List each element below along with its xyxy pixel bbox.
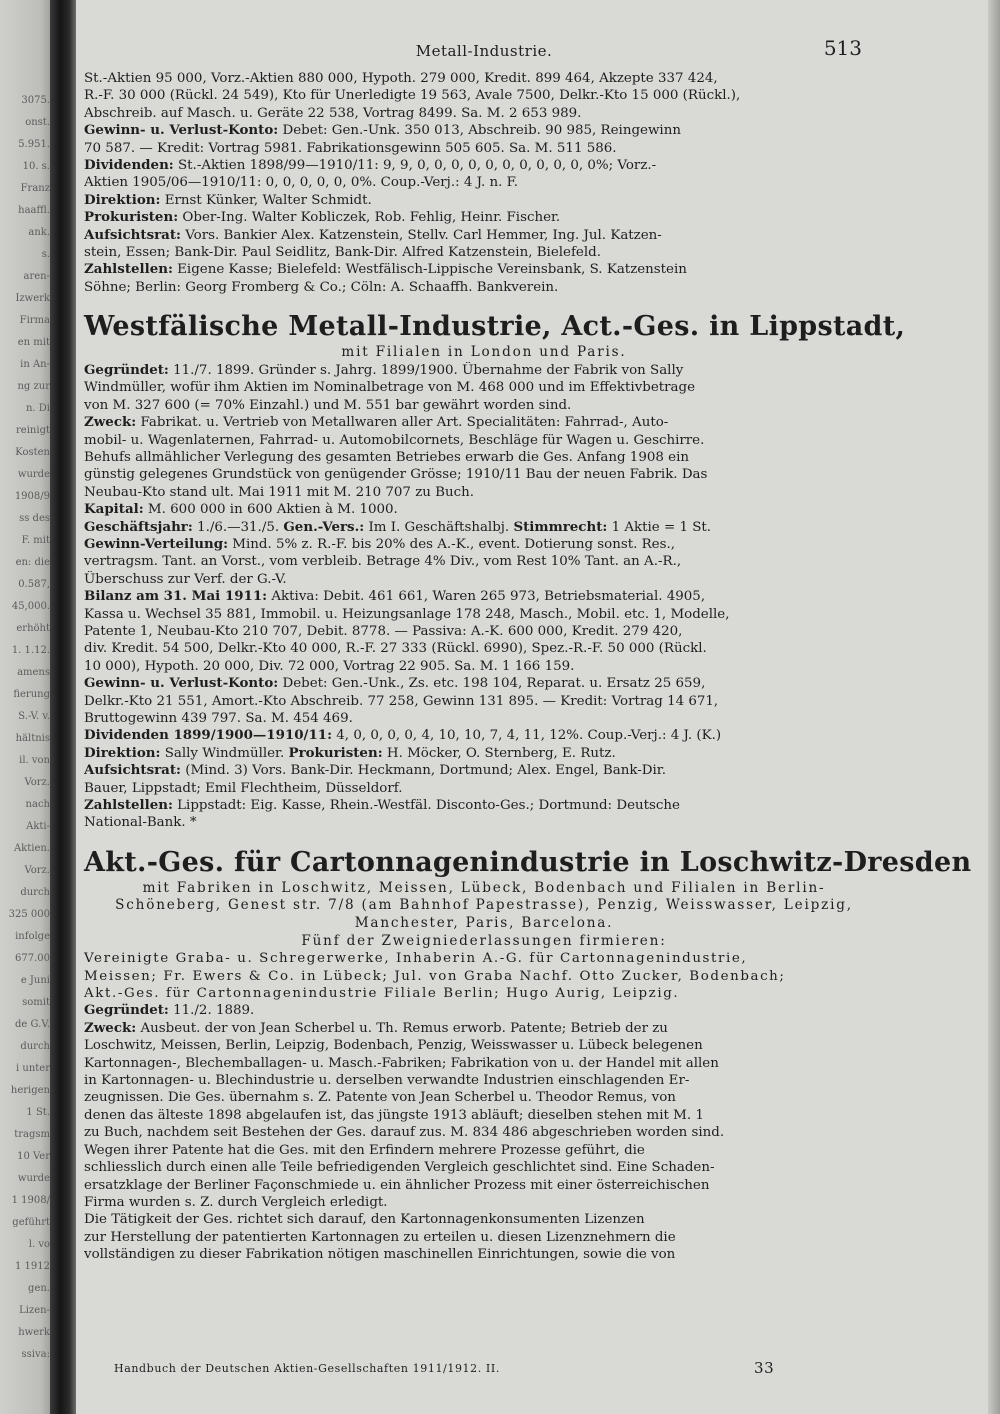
gutter-fragment: de G.V. (15, 1019, 50, 1030)
gutter-fragment: reinigt (16, 425, 50, 436)
gutter-fragment: 1908/9 (14, 491, 50, 502)
entry-continuation (84, 70, 884, 296)
gutter-fragment: haaffl. (18, 205, 50, 216)
gutter-fragment: nach (25, 799, 50, 810)
gutter-fragment: 10 Ver (17, 1151, 50, 1162)
founded-label: Gegründet: (84, 361, 169, 378)
paying-agents-line (84, 797, 884, 814)
founded-text: 11./7. 1899. Gründer s. Jahrg. 1899/1900. Übernahme der Fabrik von Sally (168, 362, 684, 378)
branches-block (84, 950, 884, 1002)
running-title: Metall-Industrie. (415, 42, 553, 60)
gutter-fragment: aren- (23, 271, 50, 282)
gutter-fragment: durch (20, 887, 50, 898)
balance-sheet-text: Aktiva: Debit. 461 661, Waren 265 973, Betriebsmaterial. 4905, (267, 589, 706, 605)
book-binding (50, 0, 76, 1414)
gv-line-2: 70 587. — Kredit: Vortrag 5981. Fabrikationsgewinn 505 605. Sa. M. 511 586. (84, 140, 617, 156)
gutter-fragment: 1 1908/ (11, 1195, 50, 1206)
purpose-text: Fabrikat. u. Vertrieb von Metallwaren aller Art. Specialitäten: Fahrrad-, Auto- (136, 415, 669, 431)
firm-title: Akt.-Ges. für Cartonnagenindustrie in Loschwitz-Dresden (84, 846, 972, 878)
text-line: schliesslich durch einen alle Teile befriedigenden Vergleich geschlichtet sind. Eine Schaden- (84, 1160, 715, 1176)
supervisory-board-line (84, 227, 884, 244)
gutter-fragment: Vorz. (24, 777, 50, 788)
text-line: in Kartonnagen- u. Blechindustrie u. derselben verwandte Industrien einschlagenden Er- (84, 1073, 690, 1089)
balance-sheet-line (84, 588, 884, 605)
gutter-fragment: 45,000. (11, 601, 50, 612)
text-line: vollständigen zu dieser Fabrikation nötigen maschinellen Einrichtungen, sowie die von (84, 1247, 676, 1263)
text-line: ersatzklage der Berliner Façonschmiede u. ein ähnlicher Prozess mit einer österreichischen (84, 1177, 710, 1193)
gutter-fragment: 0.587, (18, 579, 50, 590)
text-line: Windmüller, wofür ihm Aktien im Nominalbetrage von M. 468 000 und im Effektivbetrage (84, 380, 696, 396)
profit-loss-label: Gewinn- u. Verlust-Konto: (84, 675, 279, 692)
gutter-fragment: il. von (19, 755, 50, 766)
profit-loss-line (84, 675, 884, 692)
paying-agents-text: Lippstadt: Eig. Kasse, Rhein.-Westfäl. Disconto-Ges.; Dortmund: Deutsche (172, 798, 680, 814)
gv-line (84, 122, 884, 139)
profit-distribution-line (84, 536, 884, 553)
purpose-line (84, 414, 884, 431)
founded-text: 11./2. 1889. (168, 1003, 255, 1019)
gutter-fragment: 325 000 (8, 909, 50, 920)
purpose-text: Ausbeut. der von Jean Scherbel u. Th. Remus erworb. Patente; Betrieb der zu (136, 1020, 668, 1036)
text-line: denen das älteste 1898 abgelaufen ist, das jüngste 1913 abläuft; dieselben stehen mit M. 1 (84, 1107, 704, 1123)
text-line: Patente 1, Neubau-Kto 210 707, Debit. 8778. — Passiva: A.-K. 600 000, Kredit. 279 420, (84, 623, 683, 639)
text-line: div. Kredit. 54 500, Delkr.-Kto 40 000, R.-F. 27 333 (Rückl. 6990), Spez.-R.-F. 50 000 (Rückl. (84, 641, 707, 657)
supervisory-board-text: Vors. Bankier Alex. Katzenstein, Stellv. Carl Hemmer, Ing. Jul. Katzen- (180, 227, 662, 243)
gutter-fragment: Aktien. (13, 843, 50, 854)
gutter-fragment: n. Di (25, 403, 50, 414)
dividends-text: 4, 0, 0, 0, 0, 4, 10, 10, 7, 4, 11, 12%. Coup.-Verj.: 4 J. (K.) (332, 728, 722, 744)
page-footer (114, 1359, 854, 1380)
purpose-line (84, 1020, 884, 1037)
text-line: Meissen; Fr. Ewers & Co. in Lübeck; Jul. von Graba Nachf. Otto Zucker, Bodenbach; (84, 968, 786, 984)
direction-text: Sally Windmüller. (160, 745, 289, 761)
purpose-label: Zweck: (84, 1019, 137, 1036)
gutter-fragment: tragsm (14, 1129, 50, 1140)
gutter-fragment: 3075. (21, 95, 50, 106)
paying-agents-label: Zahlstellen: (84, 797, 173, 814)
gutter-fragment: wurde (17, 1173, 50, 1184)
gutter-fragment: durch (20, 1041, 50, 1052)
purpose-label: Zweck: (84, 414, 137, 431)
prokurists-text: H. Möcker, O. Sternberg, E. Rutz. (382, 745, 616, 761)
text-line: 10 000), Hypoth. 20 000, Div. 72 000, Vortrag 22 905. Sa. M. 1 166 159. (84, 658, 575, 674)
balance-sheet-continuation (84, 606, 884, 676)
supervisory-board-line (84, 762, 884, 779)
gutter-fragment: Kosten (15, 447, 50, 458)
gutter-fragment: Izwerk (15, 293, 50, 304)
text-line: Kassa u. Wechsel 35 881, Immobil. u. Heizungsanlage 178 248, Masch., Mobil. etc. 1, Modelle, (84, 606, 730, 622)
voting-right-label: Stimmrecht: (513, 518, 608, 535)
profit-distribution-text: Mind. 5% z. R.-F. bis 20% des A.-K., event. Dotierung sonst. Res., (228, 536, 675, 552)
gutter-fragment: Lizen- (19, 1305, 50, 1316)
gutter-fragment: ss des (19, 513, 50, 524)
text-line: vertragsm. Tant. an Vorst., vom verbleib. Betrage 4% Div., vom Rest 10% Tant. an A.-R., (84, 554, 682, 570)
founded-line (84, 362, 884, 379)
text-line: Abschreib. auf Masch. u. Geräte 22 538, Vortrag 8499. Sa. M. 2 653 989. (84, 105, 582, 121)
supervisory-board-line-2: stein, Essen; Bank-Dir. Paul Seidlitz, Bank-Dir. Alfred Katzenstein, Bielefeld. (84, 245, 601, 261)
capital-text: M. 600 000 in 600 Aktien à M. 1000. (143, 502, 398, 518)
dividends-line (84, 157, 884, 174)
gutter-fragment: wurde (17, 469, 50, 480)
fiscal-year-line (84, 519, 884, 536)
gutter-fragment: fierung (13, 689, 50, 700)
gutter-fragment: Firma (19, 315, 50, 326)
profit-distribution-label: Gewinn-Verteilung: (84, 535, 229, 552)
paying-agents-label: Zahlstellen: (84, 261, 173, 278)
text-line: zur Herstellung der patentierten Kartonnagen zu erteilen u. diesen Lizenznehmern die (84, 1229, 676, 1245)
text-line: Delkr.-Kto 21 551, Amort.-Kto Abschreib. 77 258, Gewinn 131 895. — Kredit: Vortrag 14 671, (84, 693, 719, 709)
signature-mark: 33 (754, 1359, 775, 1377)
gutter-fragment: Akti- (26, 821, 50, 832)
dividends-label: Dividenden: (84, 157, 174, 174)
text-line: Die Tätigkeit der Ges. richtet sich darauf, den Kartonnagenkonsumenten Lizenzen (84, 1212, 645, 1228)
prokurists-label: Prokuristen: (84, 209, 179, 226)
dividends-label: Dividenden 1899/1900—1910/11: (84, 727, 333, 744)
gutter-fragment: ssiva: (21, 1349, 50, 1360)
gutter-fragment: amens (17, 667, 50, 678)
text-line: von M. 327 600 (= 70% Einzahl.) und M. 551 bar gewährt worden sind. (84, 397, 572, 413)
direction-text: Ernst Künker, Walter Schmidt. (160, 192, 372, 208)
direction-line (84, 745, 884, 762)
paying-agents-text: Eigene Kasse; Bielefeld: Westfälisch-Lippische Vereinsbank, S. Katzenstein (172, 262, 687, 278)
purpose-continuation (84, 1037, 884, 1263)
voting-right-text: 1 Aktie = 1 St. (607, 519, 712, 535)
branches-intro: Fünf der Zweigniederlassungen firmieren: (301, 932, 667, 949)
running-header (84, 36, 884, 70)
direction-label: Direktion: (84, 191, 161, 208)
gutter-fragment: en: die (15, 557, 50, 568)
gutter-fragment: 5.951. (18, 139, 50, 150)
text-line: Schöneberg, Genest str. 7/8 (am Bahnhof Papestrasse), Penzig, Weisswasser, Leipzig, (115, 897, 853, 914)
paying-agents-line-2: Söhne; Berlin: Georg Fromberg & Co.; Cöln: A. Schaaffh. Bankverein. (84, 279, 559, 295)
text-line: R.-F. 30 000 (Rückl. 24 549), Kto für Unerledigte 19 563, Avale 7500, Delkr.-Kto 15 000 (Rückl.), (84, 88, 741, 104)
text-line: Bruttogewinn 439 797. Sa. M. 454 469. (84, 711, 353, 726)
locations-block (84, 880, 884, 933)
gutter-fragment: somit (22, 997, 50, 1008)
profit-loss-continuation (84, 693, 884, 728)
text-line: Wegen ihrer Patente hat die Ges. mit den Erfindern mehrere Prozesse geführt, die (84, 1142, 645, 1158)
gutter-fragment: herigen (10, 1085, 50, 1096)
gutter-fragment: 1 1912 (15, 1261, 50, 1272)
gutter-fragment: erhöht (16, 623, 50, 634)
page-edge (988, 0, 1000, 1414)
firm-subtitle: mit Filialen in London und Paris. (341, 344, 627, 361)
profit-distribution-continuation (84, 553, 884, 588)
entry-cartonnagenindustrie (84, 846, 972, 1264)
gutter-fragment: hältnis (15, 733, 50, 744)
direction-label: Direktion: (84, 744, 161, 761)
capital-line (84, 501, 884, 518)
gutter-fragment: l. vo (28, 1239, 50, 1250)
text-line: Loschwitz, Meissen, Berlin, Leipzig, Bodenbach, Penzig, Weisswasser u. Lübeck belegenen (84, 1038, 703, 1054)
gv-label: Gewinn- u. Verlust-Konto: (84, 122, 279, 139)
gutter-fragment: onst. (25, 117, 50, 128)
founded-line (84, 1002, 884, 1019)
supervisory-board-line-2: Bauer, Lippstadt; Emil Flechtheim, Düsseldorf. (84, 780, 403, 796)
gutter-fragment: ank. (28, 227, 50, 238)
text-line: Behufs allmählicher Verlegung des gesamten Betriebes erwarb die Ges. Anfang 1908 ein (84, 449, 689, 465)
prokurists-text: Ober-Ing. Walter Kobliczek, Rob. Fehlig, Heinr. Fischer. (178, 210, 561, 226)
gutter-fragment: 1. 1.12. (11, 645, 50, 656)
gutter-fragment: in An- (20, 359, 50, 370)
balance-lines (84, 70, 884, 122)
text-line: zu Buch, nachdem seit Bestehen der Ges. darauf zus. M. 834 486 abgeschrieben worden sind. (84, 1125, 725, 1141)
gutter-fragment: F. mit (21, 535, 50, 546)
dividends-text: St.-Aktien 1898/99—1910/11: 9, 9, 0, 0, 0, 0, 0, 0, 0, 0, 0, 0, 0%; Vorz.- (173, 158, 657, 174)
fiscal-year-text: 1./6.—31./5. (192, 519, 284, 535)
gutter-fragments (2, 90, 50, 1366)
dividends-line-2: Aktien 1905/06—1910/11: 0, 0, 0, 0, 0, 0%. Coup.-Verj.: 4 J. n. F. (84, 175, 519, 191)
general-meeting-text: Im I. Geschäftshalbj. (364, 519, 514, 535)
fiscal-year-label: Geschäftsjahr: (84, 518, 193, 535)
page-number: 513 (823, 36, 862, 60)
supervisory-board-label: Aufsichtsrat: (84, 226, 181, 243)
gutter-fragment: Franz (20, 183, 50, 194)
gutter-fragment: 1 St. (26, 1107, 50, 1118)
supervisory-board-text: (Mind. 3) Vors. Bank-Dir. Heckmann, Dortmund; Alex. Engel, Bank-Dir. (180, 763, 666, 779)
entry-westfaelische-metall-industrie (84, 310, 906, 832)
text-line: St.-Aktien 95 000, Vorz.-Aktien 880 000, Hypoth. 279 000, Kredit. 899 464, Akzepte 337 424, (84, 71, 718, 86)
gutter-fragment: 10. s. (22, 161, 50, 172)
general-meeting-label: Gen.-Vers.: (283, 518, 365, 535)
gutter-fragment: S.-V. v. (18, 711, 50, 722)
gutter-fragment: s. (41, 249, 50, 260)
text-line: Firma wurden s. Z. durch Vergleich erledigt. (84, 1194, 388, 1210)
text-line: Vereinigte Graba- u. Schregerwerke, Inhaberin A.-G. für Cartonnagenindustrie, (84, 951, 748, 967)
gutter-fragment: infolge (15, 931, 50, 942)
gv-text: Debet: Gen.-Unk. 350 013, Abschreib. 90 985, Reingewinn (278, 123, 681, 139)
founded-label: Gegründet: (84, 1002, 169, 1019)
gutter-fragment: hwerk (18, 1327, 50, 1338)
text-line: Kartonnagen-, Blechemballagen- u. Masch.-Fabriken; Fabrikation von u. der Handel mit allen (84, 1055, 719, 1071)
text-line: Manchester, Paris, Barcelona. (354, 915, 614, 932)
paying-agents-line-2: National-Bank. * (84, 815, 197, 831)
text-line: mobil- u. Wagenlaternen, Fahrrad- u. Automobilcornets, Beschläge für Wagen u. Geschirre. (84, 432, 705, 448)
text-line: zeugnissen. Die Ges. übernahm s. Z. Patente von Jean Scherbel u. Theodor Remus, von (84, 1090, 676, 1106)
text-line: Überschuss zur Verf. der G.-V. (84, 571, 287, 587)
gutter-fragment: i unter (16, 1063, 50, 1074)
text-line: Akt.-Ges. für Cartonnagenindustrie Filiale Berlin; Hugo Aurig, Leipzig. (84, 986, 680, 1002)
balance-sheet-label: Bilanz am 31. Mai 1911: (84, 588, 268, 605)
gutter-fragment: gen. (28, 1283, 50, 1294)
text-line: günstig gelegenes Grundstück von genügender Grösse; 1910/11 Bau der neuen Fabrik. Das (84, 467, 708, 483)
gutter-fragment: ng zur (17, 381, 50, 392)
profit-loss-text: Debet: Gen.-Unk., Zs. etc. 198 104, Reparat. u. Ersatz 25 659, (278, 676, 706, 692)
capital-label: Kapital: (84, 501, 144, 518)
text-line: mit Fabriken in Loschwitz, Meissen, Lübeck, Bodenbach und Filialen in Berlin- (142, 879, 826, 896)
supervisory-board-label: Aufsichtsrat: (84, 762, 181, 779)
dividends-line (84, 727, 884, 744)
paying-agents-line (84, 261, 884, 278)
direction-line (84, 192, 884, 209)
founded-continuation (84, 379, 884, 414)
firm-title: Westfälische Metall-Industrie, Act.-Ges. in Lippstadt, (84, 311, 906, 343)
gutter-fragment: en mit (17, 337, 50, 348)
book-page (84, 30, 972, 1390)
prokurists-line (84, 209, 884, 226)
gutter-fragment: 677.00 (15, 953, 50, 964)
purpose-continuation (84, 432, 884, 502)
gutter-fragment: e Juni (20, 975, 50, 986)
gutter-fragment: Vorz. (24, 865, 50, 876)
gutter-fragment: geführt (12, 1217, 50, 1228)
footer-text: Handbuch der Deutschen Aktien-Gesellschaften 1911/1912. II. (114, 1362, 500, 1375)
prokurists-label: Prokuristen: (288, 744, 383, 761)
text-line: Neubau-Kto stand ult. Mai 1911 mit M. 210 707 zu Buch. (84, 484, 474, 500)
